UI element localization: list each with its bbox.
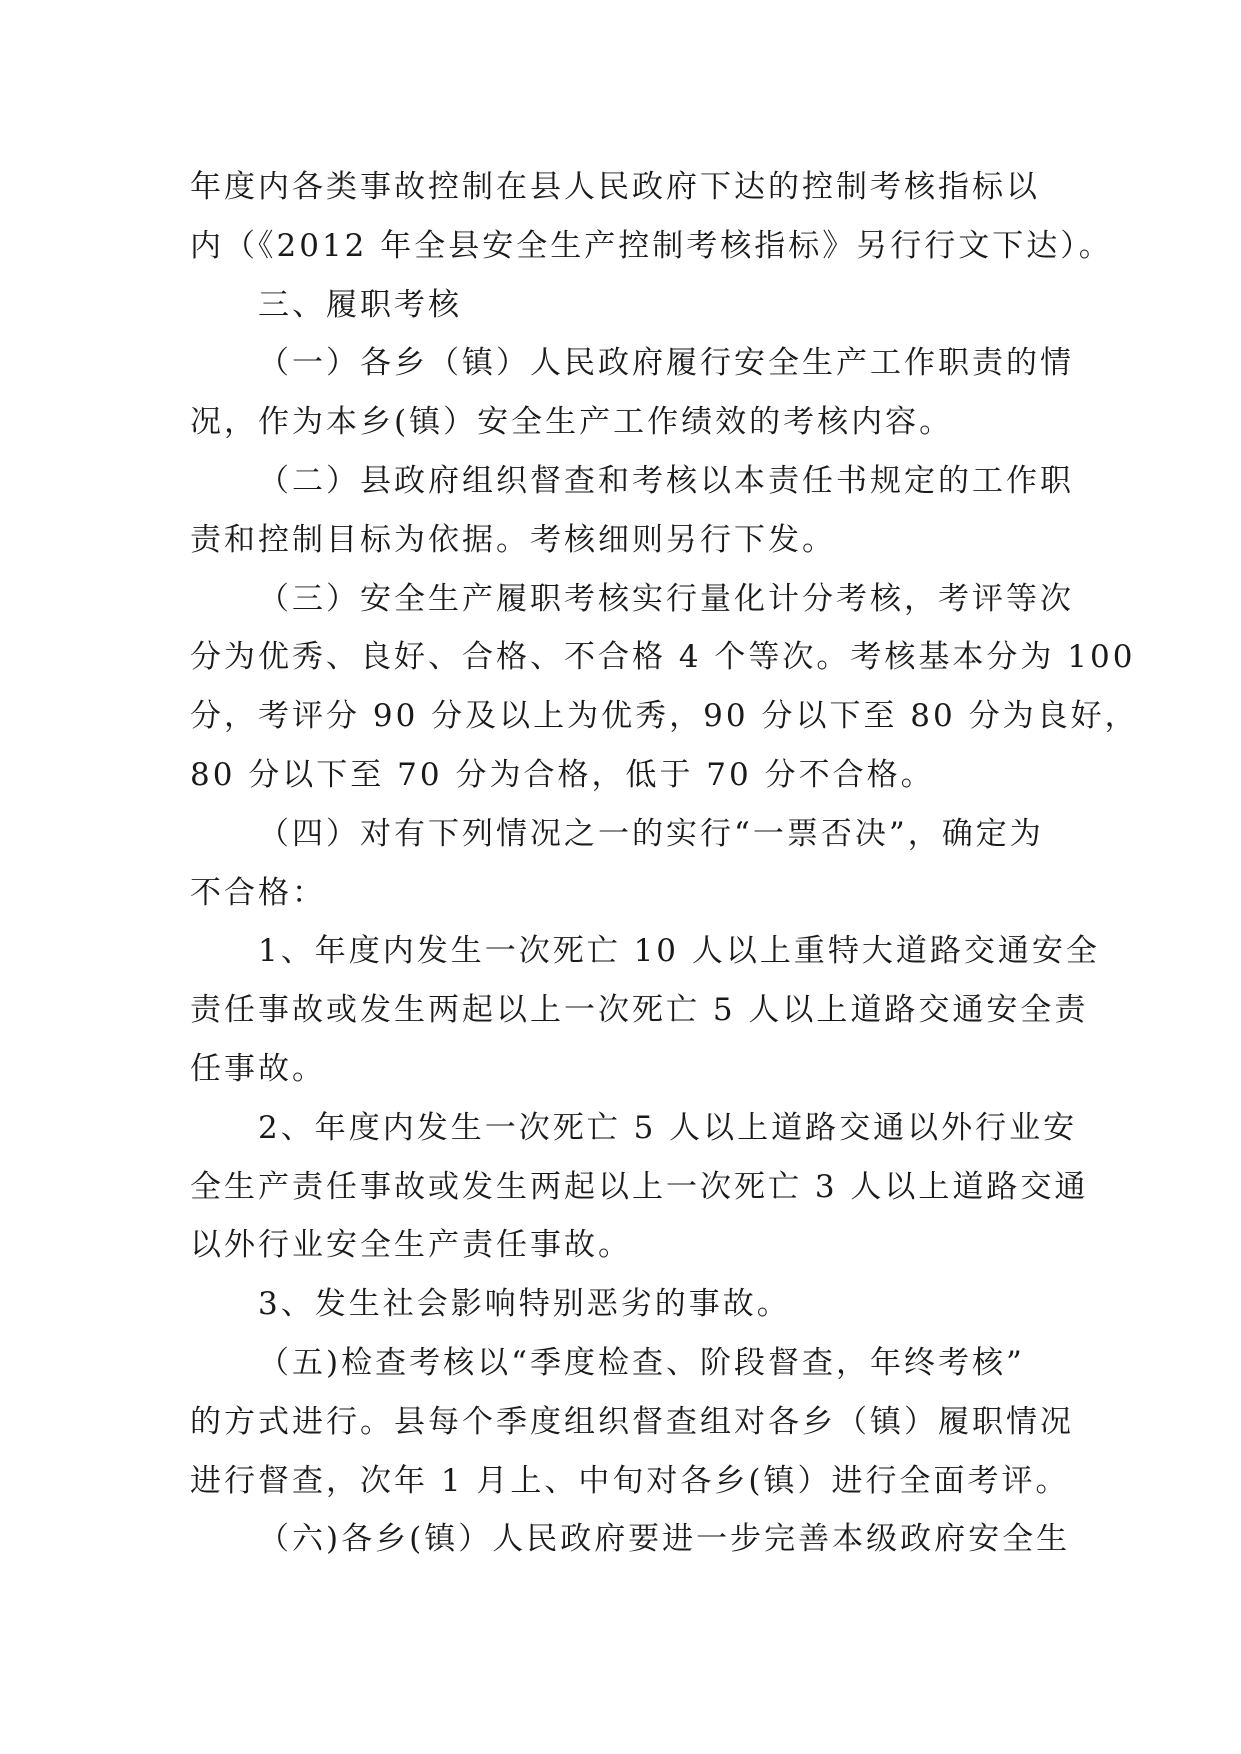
list-item-1-line-2: 责任事故或发生两起以上一次死亡 5 人以上道路交通安全责 xyxy=(190,992,1089,1029)
document-body xyxy=(190,158,1139,1569)
paragraph-line-8: （三）安全生产履职考核实行量化计分考核，考评等次 xyxy=(258,580,1074,617)
paragraph-line-9: 分为优秀、良好、合格、不合格 4 个等次。考核基本分为 100 xyxy=(190,639,1136,676)
paragraph-line-22: 的方式进行。县每个季度组织督查组对各乡（镇）履职情况 xyxy=(190,1403,1074,1440)
paragraph-line-23: 进行督查，次年 1 月上、中旬对各乡(镇）进行全面考评。 xyxy=(190,1462,1070,1499)
list-item-1-line-3: 任事故。 xyxy=(190,1050,326,1087)
paragraph-line-24: （六)各乡(镇）人民政府要进一步完善本级政府安全生 xyxy=(258,1521,1071,1558)
list-item-1-line-1: 1、年度内发生一次死亡 10 人以上重特大道路交通安全 xyxy=(258,933,1100,970)
list-item-2-line-1: 2、年度内发生一次死亡 5 人以上道路交通以外行业安 xyxy=(258,1109,1078,1146)
list-item-2-line-3: 以外行业安全生产责任事故。 xyxy=(190,1227,632,1264)
paragraph-line-4: （一）各乡（镇）人民政府履行安全生产工作职责的情 xyxy=(258,345,1074,382)
paragraph-line-10: 分，考评分 90 分及以上为优秀，90 分以下至 80 分为良好， xyxy=(190,698,1139,735)
list-item-3: 3、发生社会影响特别恶劣的事故。 xyxy=(258,1286,791,1323)
list-item-2-line-2: 全生产责任事故或发生两起以上一次死亡 3 人以上道路交通 xyxy=(190,1168,1089,1205)
paragraph-line-12: （四）对有下列情况之一的实行“一票否决”，确定为 xyxy=(258,815,1044,852)
paragraph-line-11: 80 分以下至 70 分为合格，低于 70 分不合格。 xyxy=(190,756,935,793)
paragraph-line-6: （二）县政府组织督查和考核以本责任书规定的工作职 xyxy=(258,462,1074,499)
section-heading: 三、履职考核 xyxy=(258,286,462,323)
paragraph-line-1: 年度内各类事故控制在县人民政府下达的控制考核指标以 xyxy=(190,169,1040,205)
paragraph-line-2: 内（《2012 年全县安全生产控制考核指标》另行行文下达）。 xyxy=(190,227,1113,264)
paragraph-line-13: 不合格： xyxy=(190,874,326,911)
paragraph-line-5: 况，作为本乡(镇）安全生产工作绩效的考核内容。 xyxy=(190,404,954,441)
paragraph-line-21: （五)检查考核以“季度检查、阶段督查，年终考核” xyxy=(258,1344,1025,1381)
paragraph-line-7: 责和控制目标为依据。考核细则另行下发。 xyxy=(190,521,836,558)
